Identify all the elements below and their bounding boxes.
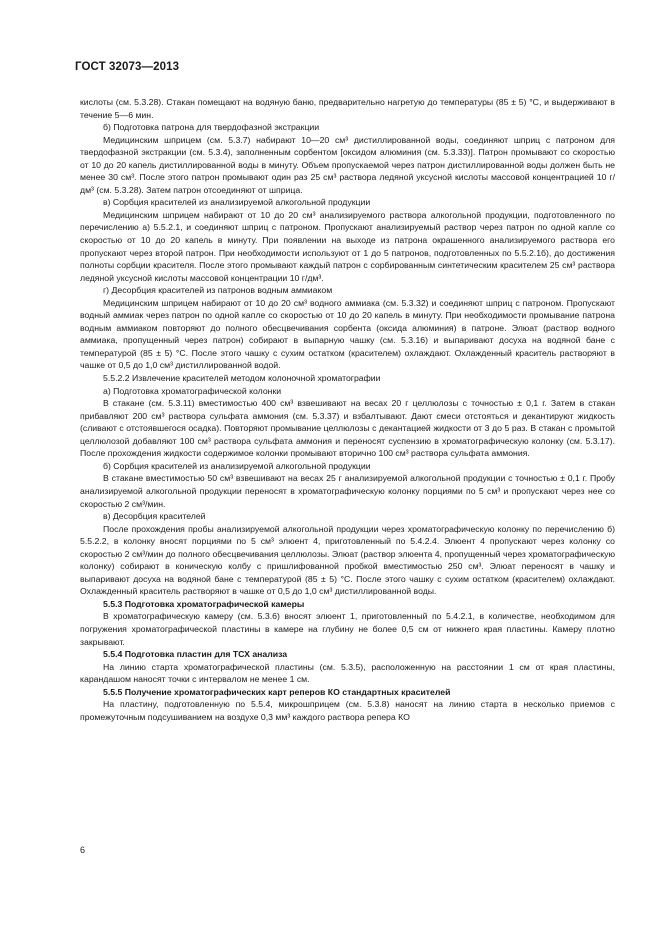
section-heading: 5.5.3 Подготовка хроматографической камеры — [103, 598, 305, 609]
section-heading: 5.5.4 Подготовка пластин для ТСХ анализа — [103, 649, 288, 660]
section-heading: 5.5.5 Получение хроматографических карт реперов КО стандартных красителей — [103, 686, 451, 697]
paragraph: На линию старта хроматографической пластины (см. 5.3.5), расположенную на расстоянии 1 см от края пластины, карандашом наносят точки с интервалом не менее 1 см. — [80, 661, 615, 685]
page-number: 6 — [80, 845, 86, 855]
paragraph: кислоты (см. 5.3.28). Стакан помещают на водяную баню, предварительно нагретую до температуры (85 ± 5) °С, и выдерживают в течение 5—6 мин. — [80, 97, 615, 120]
paragraph: а) Подготовка хроматографической колонки — [103, 385, 282, 396]
paragraph: г) Десорбция красителей из патронов водным аммиаком — [103, 285, 333, 296]
paragraph: В хроматографическую камеру (см. 5.3.6) вносят элюент 1, приготовленный по 5.4.2.1, в количестве, необходимом для погружения хроматографической пластины в камере на глубину не более 0,5 см от нижнего края пластины. Камеру плотно закрывают. — [80, 611, 615, 647]
document-header: ГОСТ 32073—2013 — [75, 61, 180, 73]
paragraph: В стакане (см. 5.3.11) вместимостью 400 см³ взвешивают на весах 20 г целлюлозы с точностью ± 0,1 г. Затем в стакан прибавляют 200 см³ раствора сульфата аммония (см. 5.3.37) и взбалтывают. Дают смеси отстояться и декантируют жидкость (сливают с отстоявшегося осадка). Повторяют промывание целлюлозы с декантацией жидкости от 3 до 5 раз. В стакан с промытой целлюлозой добавляют 100 см³ раствора сульфата аммония и переносят суспензию в хроматографическую колонку (см. 5.3.17). После прохождения жидкости содержимое колонки промывают вторично 100 см³ раствора сульфата аммония. — [80, 398, 615, 459]
document-body — [80, 96, 615, 723]
paragraph: Медицинским шприцем (см. 5.3.7) набирают 10—20 см³ дистиллированной воды, соединяют шприц с патроном для твердофазной экстракции (см. 5.3.4), заполненным сорбентом [оксидом алюминия (см. 5.3.33)]. Патрон промывают со скоростью от 10 до 20 капель дистиллированной воды в минуту. Объем пропускаемой через патрон дистиллированной воды должен быть не менее 30 см³. После этого патрон промывают один раз 25 см³ раствора ледяной уксусной кислоты массовой концентрацией 10 г/дм³ (см. 5.3.28). Затем патрон отсоединяют от шприца. — [80, 134, 615, 195]
paragraph: б) Подготовка патрона для твердофазной экстракции — [103, 122, 320, 133]
paragraph: После прохождения пробы анализируемой алкогольной продукции через хроматографическую колонку по перечислению б) 5.5.2.2, в колонку вносят порциями по 5 см³ элюент 4, приготовленный по 5.4.2.4. Элюент 4 пропускают через колонку со скоростью 2 см³/мин до полного обесцвечивания целлюлозы. Элюат (раствор элюента 4, пропущенный через хроматографическую колонку) собирают в коническую колбу с пришлифованной пробкой вместимостью 250 см³. Элюат переносят в чашку и выпаривают досуха на водяной бане с температурой (85 ± 5) °С. После этого чашку с сухим остатком (красителем) охлаждают. Охлажденный краситель растворяют в чашке от 0,5 до 1,0 см³ дистиллированной воды. — [80, 523, 615, 597]
paragraph: Медицинским шприцем набирают от 10 до 20 см³ водного аммиака (см. 5.3.32) и соединяют шприц с патроном. Пропускают водный аммиак через патрон по одной капле со скоростью от 10 до 20 капель в минуту. При необходимости промывание патрона водным аммиаком повторяют до полного обесцвечивания сорбента (оксида алюминия) в патроне. Элюат (раствор водного аммиака, пропущенный через патрон) собирают в выпарную чашку (см. 5.3.16) и выпаривают досуха на водяной бане с температурой (85 ± 5) °С. После этого чашку с сухим остатком (красителем) охлаждают. Охлажденный краситель растворяют в чашке от 0,5 до 1,0 см³ дистиллированной водой. — [80, 297, 615, 371]
paragraph: в) Десорбция красителей — [103, 511, 206, 522]
paragraph: На пластину, подготовленную по 5.5.4, микрошприцем (см. 5.3.8) наносят на линию старта в несколько приемов с промежуточным подсушиванием на воздухе 0,3 мм³ каждого раствора репера КО — [80, 699, 615, 722]
paragraph: б) Сорбция красителей из анализируемой алкогольной продукции — [103, 460, 371, 471]
paragraph: Медицинским шприцем набирают от 10 до 20 см³ анализируемого раствора алкогольной продукции, подготовленного по перечислению а) 5.5.2.1, и соединяют шприц с патроном. Пропускают анализируемый раствор через патрон по одной капле со скоростью от 10 до 20 капель в минуту. При появлении на выходе из патрона окрашенного анализируемого раствора его пропускают через второй патрон. При необходимости используют от 1 до 5 патронов, подготовленных по 5.5.2.1б), до достижения полноты сорбции красителя. После этого промывают каждый патрон с сорбированным синтетическим красителем 25 см³ раствора ледяной уксусной кислоты массовой концентрации 10 г/дм³. — [80, 209, 615, 283]
paragraph: 5.5.2.2 Извлечение красителей методом колоночной хроматографии — [103, 373, 381, 384]
paragraph: В стакане вместимостью 50 см³ взвешивают на весах 25 г анализируемой алкогольной продукции с точностью ± 0,1 г. Пробу анализируемой алкогольной продукции переносят в хроматографическую колонку порциями по 5 см³ и пропускают через нее со скоростью 2 см³/мин. — [80, 473, 615, 509]
paragraph: в) Сорбция красителей из анализируемой алкогольной продукции — [103, 197, 371, 208]
